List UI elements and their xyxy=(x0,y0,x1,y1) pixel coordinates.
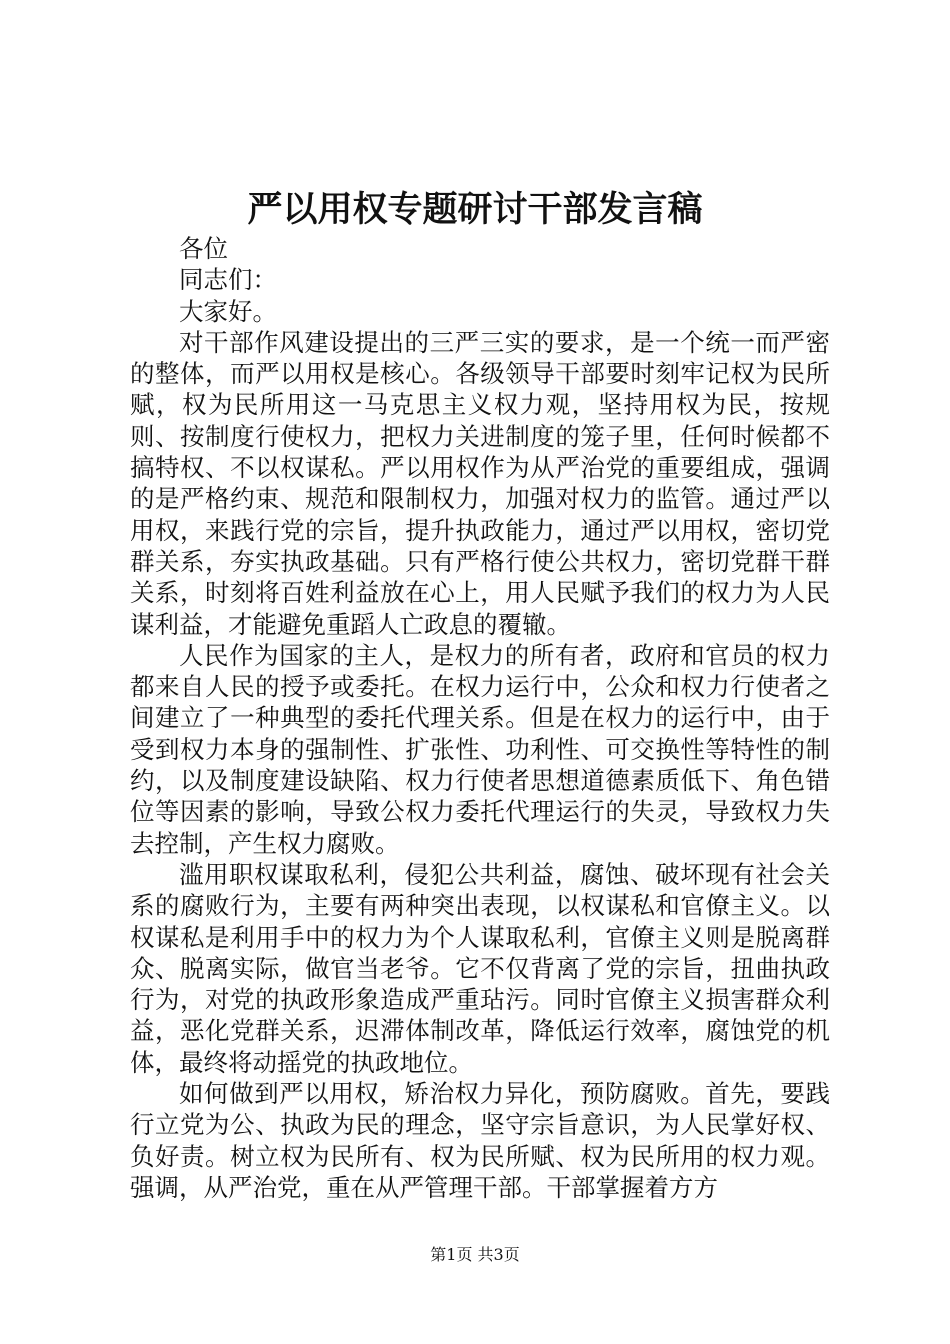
paragraph-salutation-1: 各位 xyxy=(179,234,228,263)
paragraph-body-4: 如何做到严以用权，矫治权力异化，预防腐败。首先，要践行立党为公、执政为民的理念，坚守宗旨意识，为人民掌好权、负好责。树立权为民所有、权为民所赋、权为民所用的权力观。强调，从严治党，重在从严管理干部。干部掌握着方方 xyxy=(130,1079,830,1202)
document-title: 严以用权专题研讨干部发言稿 xyxy=(247,189,703,230)
page-number-footer: 第1页 共3页 xyxy=(430,1245,520,1264)
paragraph-greeting: 大家好。 xyxy=(179,296,277,326)
paragraph-body-3: 滥用职权谋取私利，侵犯公共利益，腐蚀、破坏现有社会关系的腐败行为，主要有两种突出表现，以权谋私和官僚主义。以权谋私是利用手中的权力为个人谋取私利，官僚主义则是脱离群众、脱离实际，做官当老爷。它不仅背离了党的宗旨，扭曲执政行为，对党的执政形象造成严重玷污。同时官僚主义损害群众利益，恶化党群关系，迟滞体制改革，降低运行效率，腐蚀党的机体，最终将动摇党的执政地位。 xyxy=(130,859,830,1077)
paragraph-body-2: 人民作为国家的主人，是权力的所有者，政府和官员的权力都来自人民的授予或委托。在权力运行中，公众和权力行使者之间建立了一种典型的委托代理关系。但是在权力的运行中，由于受到权力本身的强制性、扩张性、功利性、可交换性等特性的制约，以及制度建设缺陷、权力行使者思想道德素质低下、角色错位等因素的影响，导致公权力委托代理运行的失灵，导致权力失去控制，产生权力腐败。 xyxy=(130,640,830,858)
paragraph-salutation-2: 同志们： xyxy=(179,265,277,295)
paragraph-body-1: 对干部作风建设提出的三严三实的要求，是一个统一而严密的整体，而严以用权是核心。各级领导干部要时刻牢记权为民所赋，权为民所用这一马克思主义权力观，坚持用权为民，按规则、按制度行使权力，把权力关进制度的笼子里，任何时候都不搞特权、不以权谋私。严以用权作为从严治党的重要组成，强调的是严格约束、规范和限制权力，加强对权力的监管。通过严以用权，来践行党的宗旨，提升执政能力，通过严以用权，密切党群关系，夯实执政基础。只有严格行使公共权力，密切党群干群关系，时刻将百姓利益放在心上，用人民赋予我们的权力为人民谋利益，才能避免重蹈人亡政息的覆辙。 xyxy=(130,327,830,639)
document-body xyxy=(130,233,830,1203)
